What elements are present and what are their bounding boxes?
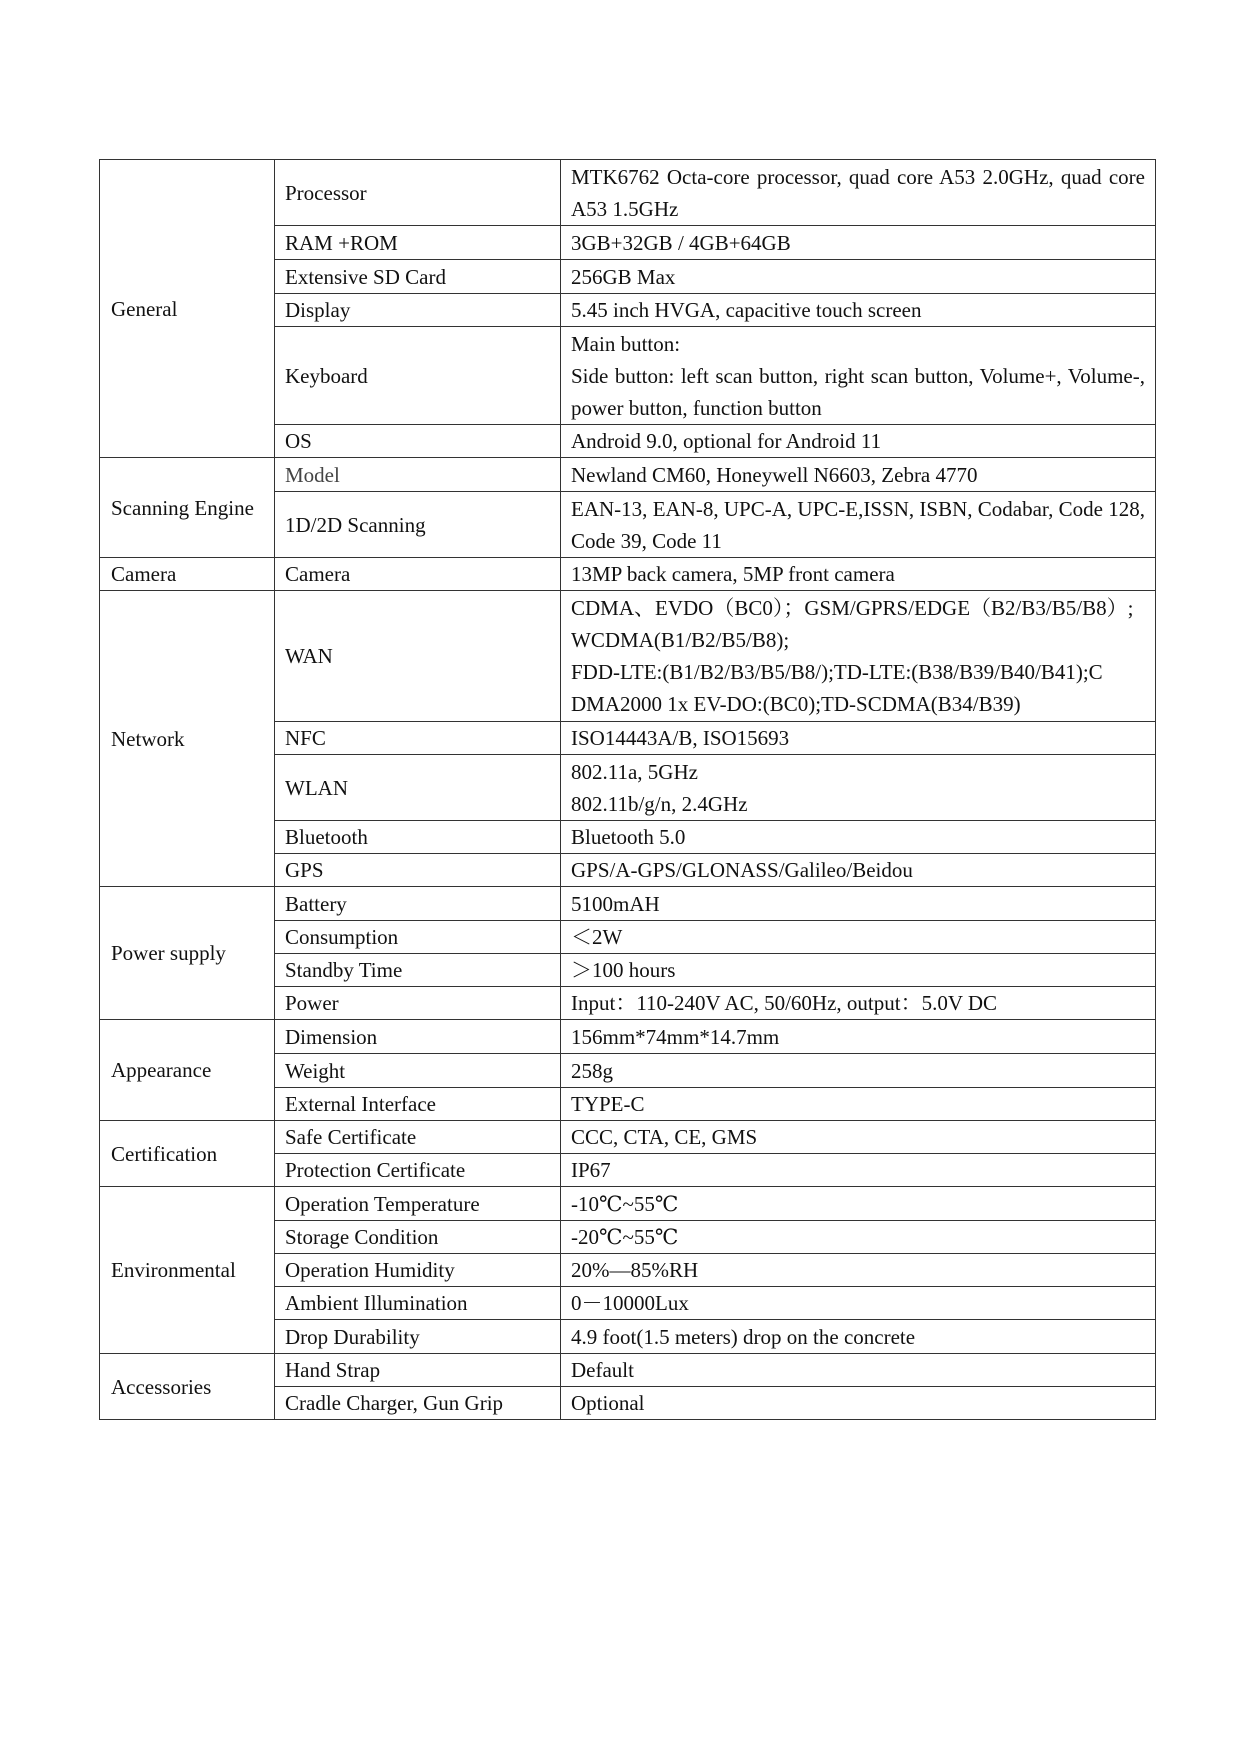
value-line: 802.11a, 5GHz (571, 759, 698, 784)
spec-row (100, 887, 1156, 921)
category-cell: Certification (100, 1121, 275, 1187)
value-line: CDMA、EVDO（BC0）；GSM/GPRS/EDGE（B2/B3/B5/B8）; (571, 596, 1134, 620)
item-label: Power (275, 987, 561, 1020)
value-cell (561, 1088, 1156, 1121)
value-cell (561, 1020, 1156, 1054)
item-label: Operation Temperature (275, 1187, 561, 1221)
item-label: Consumption (275, 921, 561, 954)
value-line: WCDMA(B1/B2/B5/B8); (571, 628, 790, 652)
value-line: EAN-13, EAN-8, UPC-A, UPC-E,ISSN, ISBN, Codabar, Code 128, Code 39, Code 11 (571, 496, 1145, 553)
value-line: IP67 (571, 1158, 611, 1182)
value-line: Optional (571, 1391, 645, 1415)
value-line: 156mm*74mm*14.7mm (571, 1024, 780, 1049)
value-line: 13MP back camera, 5MP front camera (571, 562, 895, 586)
value-line: 3GB+32GB / 4GB+64GB (571, 230, 791, 255)
value-line: 0－10000Lux (571, 1291, 689, 1315)
value-cell (561, 1054, 1156, 1088)
value-cell (561, 921, 1156, 954)
value-line: TYPE-C (571, 1092, 645, 1116)
item-label: Protection Certificate (275, 1154, 561, 1187)
spec-row (100, 1187, 1156, 1221)
value-cell (561, 1287, 1156, 1320)
item-label: Dimension (275, 1020, 561, 1054)
category-cell: Environmental (100, 1187, 275, 1354)
item-label: OS (275, 425, 561, 458)
value-line: DMA2000 1x EV-DO:(BC0);TD-SCDMA(B34/B39) (571, 692, 1021, 716)
value-cell (561, 294, 1156, 327)
value-cell (561, 722, 1156, 755)
item-label: Hand Strap (275, 1354, 561, 1387)
spec-row (100, 458, 1156, 492)
spec-row (100, 1020, 1156, 1054)
value-line: FDD-LTE:(B1/B2/B3/B5/B8/);TD-LTE:(B38/B39/B40/B41);C (571, 660, 1103, 684)
value-line: 5.45 inch HVGA, capacitive touch screen (571, 298, 922, 322)
category-cell: Camera (100, 558, 275, 591)
value-line: 258g (571, 1058, 613, 1083)
item-label: GPS (275, 854, 561, 887)
item-label: Model (275, 458, 561, 492)
value-line: Side button: left scan button, right scan button, Volume+, Volume-, power button, function button (571, 363, 1145, 420)
value-line: Input：110-240V AC, 50/60Hz, output：5.0V DC (571, 991, 998, 1015)
value-cell (561, 755, 1156, 821)
item-label: Safe Certificate (275, 1121, 561, 1154)
value-cell (561, 1354, 1156, 1387)
value-line: Main button: (571, 331, 681, 356)
value-line: Bluetooth 5.0 (571, 825, 686, 849)
category-cell: Accessories (100, 1354, 275, 1420)
value-line: Default (571, 1358, 634, 1382)
value-line: Newland CM60, Honeywell N6603, Zebra 4770 (571, 462, 978, 487)
value-cell (561, 1254, 1156, 1287)
spec-row (100, 558, 1156, 591)
item-label: Standby Time (275, 954, 561, 987)
value-cell (561, 260, 1156, 294)
item-label: Battery (275, 887, 561, 921)
value-cell (561, 954, 1156, 987)
spec-table-body (100, 160, 1156, 1420)
value-cell (561, 854, 1156, 887)
value-line: CCC, CTA, CE, GMS (571, 1125, 758, 1149)
spec-row (100, 1121, 1156, 1154)
value-line: 4.9 foot(1.5 meters) drop on the concrete (571, 1324, 916, 1349)
value-cell (561, 1387, 1156, 1420)
value-cell (561, 492, 1156, 558)
value-cell (561, 821, 1156, 854)
value-cell (561, 425, 1156, 458)
value-line: ＞100 hours (571, 958, 676, 982)
value-line: -10℃~55℃ (571, 1191, 679, 1216)
category-cell: Scanning Engine (100, 458, 275, 558)
value-cell (561, 160, 1156, 226)
value-line: -20℃~55℃ (571, 1225, 679, 1249)
item-label: Drop Durability (275, 1320, 561, 1354)
value-line: ISO14443A/B, ISO15693 (571, 726, 790, 750)
item-label: Weight (275, 1054, 561, 1088)
category-cell: Appearance (100, 1020, 275, 1121)
spec-table (99, 159, 1156, 1420)
category-cell: Network (100, 591, 275, 887)
value-cell (561, 1154, 1156, 1187)
spec-row (100, 160, 1156, 226)
item-label: WAN (275, 591, 561, 722)
item-label: External Interface (275, 1088, 561, 1121)
value-line: 5100mAH (571, 891, 660, 916)
value-cell (561, 887, 1156, 921)
item-label: NFC (275, 722, 561, 755)
item-label: Extensive SD Card (275, 260, 561, 294)
value-cell (561, 1187, 1156, 1221)
item-label: Storage Condition (275, 1221, 561, 1254)
spec-row (100, 1354, 1156, 1387)
value-cell (561, 1221, 1156, 1254)
item-label: Cradle Charger, Gun Grip (275, 1387, 561, 1420)
category-cell: Power supply (100, 887, 275, 1020)
value-cell (561, 987, 1156, 1020)
item-label: Camera (275, 558, 561, 591)
value-line: GPS/A-GPS/GLONASS/Galileo/Beidou (571, 858, 913, 882)
item-label: WLAN (275, 755, 561, 821)
item-label: Bluetooth (275, 821, 561, 854)
value-cell (561, 458, 1156, 492)
item-label: Display (275, 294, 561, 327)
value-line: MTK6762 Octa-core processor, quad core A53 2.0GHz, quad core A53 1.5GHz (571, 164, 1145, 221)
item-label: Processor (275, 160, 561, 226)
value-line: Android 9.0, optional for Android 11 (571, 429, 882, 453)
item-label: Ambient Illumination (275, 1287, 561, 1320)
value-line: 256GB Max (571, 264, 676, 289)
item-label: Operation Humidity (275, 1254, 561, 1287)
value-cell (561, 1121, 1156, 1154)
value-cell (561, 226, 1156, 260)
value-cell (561, 1320, 1156, 1354)
value-line: ＜2W (571, 925, 623, 949)
value-cell (561, 558, 1156, 591)
category-cell: General (100, 160, 275, 458)
item-label: 1D/2D Scanning (275, 492, 561, 558)
spec-row (100, 591, 1156, 722)
value-line: 20%—85%RH (571, 1258, 699, 1282)
item-label: Keyboard (275, 327, 561, 425)
value-line: 802.11b/g/n, 2.4GHz (571, 791, 748, 816)
value-cell (561, 327, 1156, 425)
value-cell (561, 591, 1156, 722)
item-label: RAM +ROM (275, 226, 561, 260)
